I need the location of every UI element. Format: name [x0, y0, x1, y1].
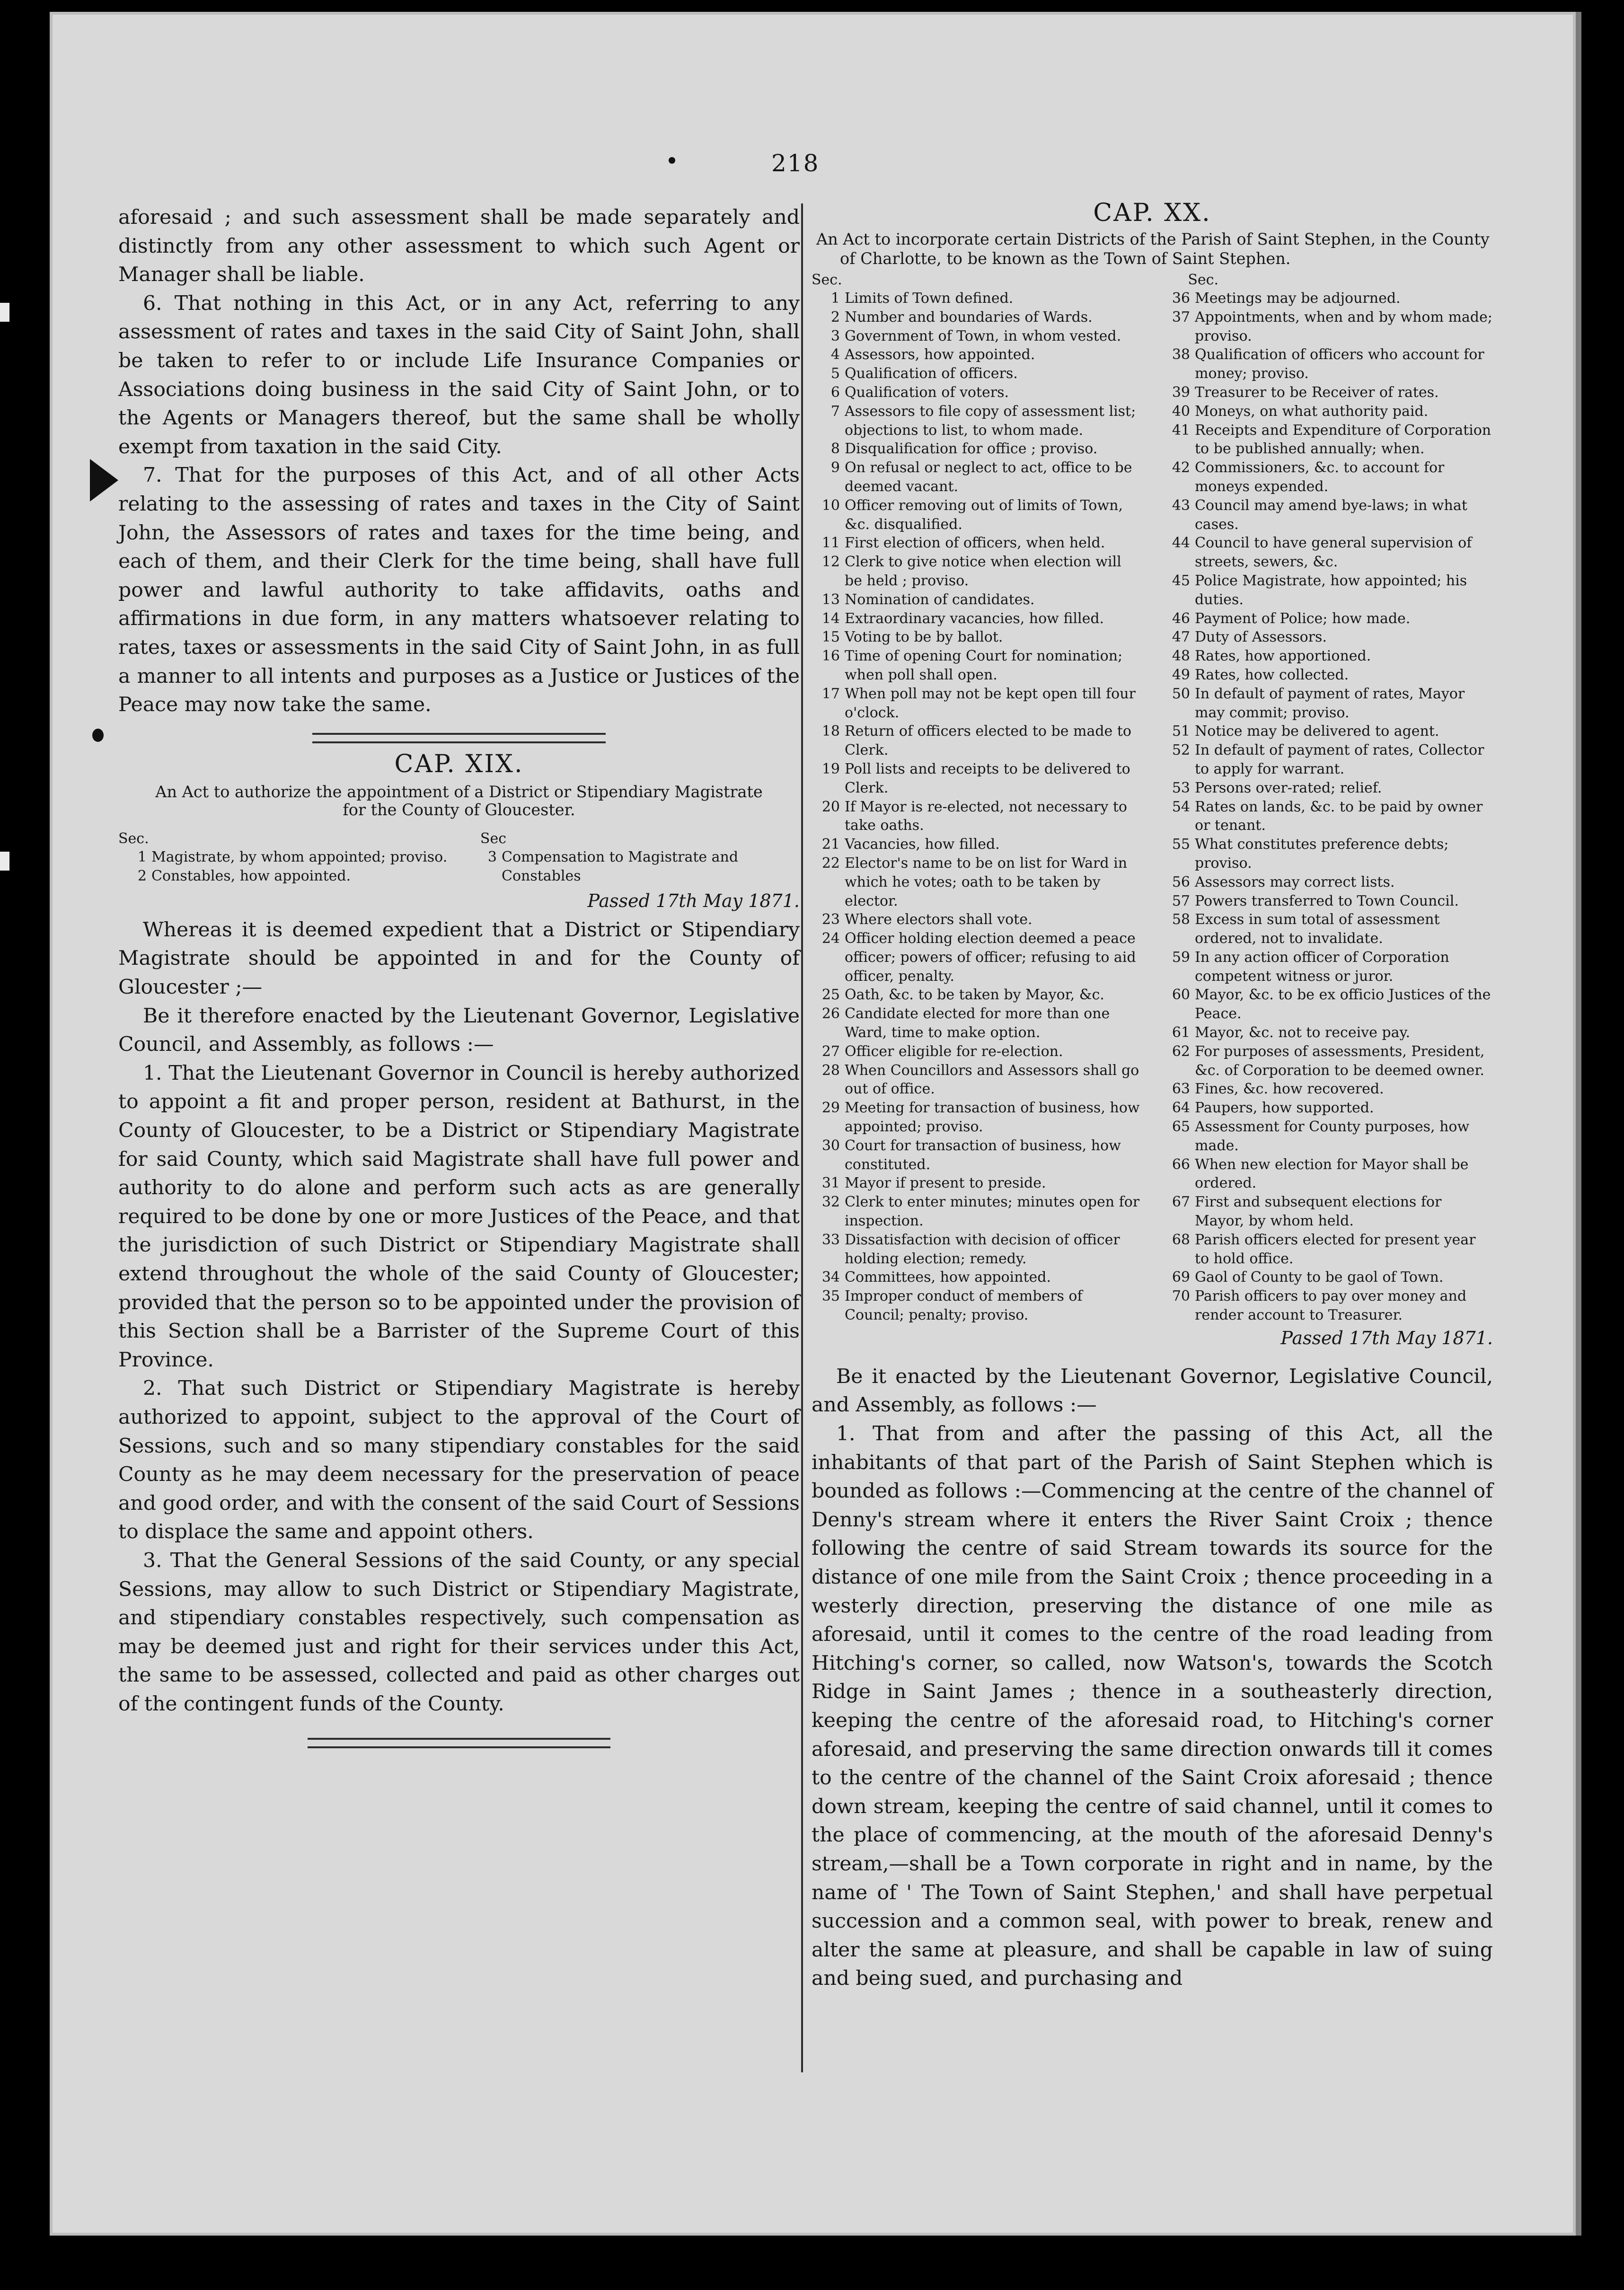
toc-entry: 64 Paupers, how supported. — [1172, 1100, 1374, 1117]
toc-entry: 53 Persons over-rated; relief. — [1172, 779, 1382, 796]
enacting-clause: Be it therefore enacted by the Lieutenant Governor, Legislative Council, and Assembly, as follows :— — [118, 1004, 800, 1057]
toc-entry: 48 Rates, how apportioned. — [1172, 648, 1371, 665]
toc-entry: 19 Poll lists and receipts to be delivered to Clerk. — [821, 760, 1130, 796]
toc-entry: 27 Officer eligible for re-election. — [821, 1043, 1063, 1060]
toc-entry: 17 When poll may not be kept open till four o'clock. — [821, 685, 1136, 721]
header-dot-mark — [669, 157, 675, 164]
section-3-paragraph: 3. That the General Sessions of the said County, or any special Sessions, may allow to such District or Stipendiary Magistrate, and stipendiary constables respectively, such compensation as may be deemed just and right for their services under this Act, the same to be assessed, collected and paid as other charges out of the contingent funds of the County. — [118, 1549, 800, 1716]
passed-date: Passed 17th May 1871. — [1280, 1327, 1493, 1348]
section-rule — [312, 733, 606, 743]
toc-entry: 52 In default of payment of rates, Collector to apply for warrant. — [1172, 742, 1484, 777]
toc-entry: 4 Assessors, how appointed. — [830, 346, 1035, 363]
sec-label: Sec. — [812, 272, 842, 288]
toc-entry: 68 Parish officers elected for present year to hold office. — [1172, 1231, 1476, 1267]
toc-entry: 28 When Councillors and Assessors shall go out of office. — [821, 1062, 1139, 1098]
toc-entry: 3 Compensation to Magistrate and Constables — [487, 849, 739, 885]
toc-entry: 5 Qualification of officers. — [830, 365, 1018, 382]
toc-entry: 26 Candidate elected for more than one Ward, time to make option. — [821, 1005, 1110, 1041]
toc-entry: 34 Committees, how appointed. — [821, 1269, 1051, 1286]
toc-entry: 14 Extraordinary vacancies, how filled. — [821, 610, 1104, 627]
whereas-paragraph: Whereas it is deemed expedient that a District or Stipendiary Magistrate should be appointed in and for the County of Gloucester ;— — [118, 918, 800, 999]
toc-entry: 47 Duty of Assessors. — [1172, 629, 1327, 646]
toc-entry: 15 Voting to be by ballot. — [821, 629, 1003, 646]
toc-entry: 69 Gaol of County to be gaol of Town. — [1172, 1269, 1444, 1286]
toc-entry: 31 Mayor if present to preside. — [821, 1175, 1046, 1192]
toc-entry: 2 Number and boundaries of Wards. — [830, 308, 1093, 326]
toc-entry: 33 Dissatisfaction with decision of officer holding election; remedy. — [821, 1231, 1120, 1267]
toc-entry: 10 Officer removing out of limits of Town, &c. disqualified. — [821, 497, 1123, 533]
toc-column-right — [1162, 289, 1493, 1325]
cap-xix-sec-labels — [118, 830, 506, 848]
toc-entry: 2 Constables, how appointed. — [137, 868, 351, 885]
toc-entry: 46 Payment of Police; how made. — [1172, 610, 1411, 627]
toc-entry: 8 Disqualification for office ; proviso. — [830, 440, 1098, 458]
toc-entry: 12 Clerk to give notice when election will be held ; proviso. — [821, 554, 1121, 589]
cap-xx-section-index — [812, 289, 1493, 1325]
page-number: 218 — [771, 150, 820, 177]
toc-entry: 32 Clerk to enter minutes; minutes open for inspection. — [821, 1194, 1140, 1230]
toc-entry: 1 Magistrate, by whom appointed; proviso. — [137, 849, 448, 866]
end-rule — [308, 1738, 610, 1748]
toc-entry: 65 Assessment for County purposes, how made. — [1172, 1119, 1470, 1154]
section-1-paragraph: 1. That from and after the passing of this Act, all the inhabitants of that part of the Parish of Saint Stephen which is bounded as follows :—Commencing at the centre of the channel of Denny's stream where it enters the River Saint Croix ; thence following the centre of said Stream towards its source for the distance of one mile from the Saint Croix ; thence proceeding in a westerly direction, preserving the distance of one mile as aforesaid, until it comes to the centre of the road leading from Hitching's corner, so called, now Watson's, towards the Scotch Ridge in Saint James ; thence in a southeasterly direction, keeping the centre of the aforesaid road, to Hitching's corner aforesaid, and preserving the same direction onwards till it comes to the centre of the channel of the Saint Croix aforesaid ; thence down stream, keeping the centre of said channel, until it comes to the place of commencing, at the mouth of the aforesaid Denny's stream,—shall be a Town corporate in right and in name, by the name of ' The Town of Saint Stephen,' and shall have perpetual succession and a common seal, with power to break, renew and alter the same at pleasure, and shall be capable in law of suing and being sued, and purchasing and — [812, 1422, 1493, 1991]
passed-date: Passed 17th May 1871. — [587, 890, 800, 911]
toc-column-right — [468, 848, 800, 886]
cap-xx-sec-labels — [812, 271, 1218, 289]
toc-entry: 39 Treasurer to be Receiver of rates. — [1172, 384, 1439, 401]
scan-edge-mark — [0, 852, 9, 871]
toc-entry: 70 Parish officers to pay over money and render account to Treasurer. — [1172, 1288, 1467, 1324]
column-divider — [801, 203, 803, 2072]
section-7-paragraph: 7. That for the purposes of this Act, and of all other Acts relating to the assessing of rates and taxes in the City of Saint John, the Assessors of rates and taxes for the time being, and each of them, and their Clerk for the time being, shall have full power and lawful authority to take affidavits, oaths and affirmations in due form, in any matters whatsoever relating to rates, taxes or assessments in the said City of Saint John, in as full a manner to all intents and purposes as a Justice or Justices of the Peace may now take the same. — [118, 464, 800, 717]
margin-dot-mark — [92, 729, 104, 742]
toc-entry: 44 Council to have general supervision of streets, sewers, &c. — [1172, 535, 1472, 571]
toc-entry: 24 Officer holding election deemed a peace officer; powers of officer; refusing to aid officer, penalty. — [821, 930, 1136, 985]
toc-entry: 61 Mayor, &c. not to receive pay. — [1172, 1024, 1411, 1041]
cap-xix-section-index — [118, 848, 800, 886]
toc-column-left — [812, 289, 1143, 1325]
enacting-clause: Be it enacted by the Lieutenant Governor, Legislative Council, and Assembly, as follows :— — [812, 1365, 1493, 1417]
margin-pointer-mark — [90, 459, 118, 502]
toc-entry: 57 Powers transferred to Town Council. — [1172, 892, 1459, 909]
toc-entry: 49 Rates, how collected. — [1172, 666, 1349, 683]
toc-entry: 6 Qualification of voters. — [830, 384, 1009, 401]
cap-xx-heading: CAP. XX. — [1093, 199, 1211, 227]
toc-entry: 7 Assessors to file copy of assessment list; objections to list, to whom made. — [830, 403, 1136, 439]
section-6-paragraph: 6. That nothing in this Act, or in any Act, referring to any assessment of rates and taxes in the said City of Saint John, shall be taken to refer to or include Life Insurance Companies or Associations doing business in the said City of Saint John, or to the Agents or Managers thereof, but the same shall be wholly exempt from taxation in the said City. — [118, 291, 800, 458]
right-column — [812, 199, 1493, 1993]
toc-entry: 60 Mayor, &c. to be ex officio Justices of the Peace. — [1172, 986, 1491, 1022]
sec-label: Sec — [480, 830, 506, 847]
toc-entry: 45 Police Magistrate, how appointed; his duties. — [1172, 572, 1467, 608]
cap-xix-act-title: An Act to authorize the appointment of a District or Stipendiary Magistrate for the County of Gloucester. — [155, 782, 763, 819]
toc-entry: 13 Nomination of candidates. — [821, 591, 1035, 608]
continued-paragraph: aforesaid ; and such assessment shall be made separately and distinctly from any other assessment to which such Agent or Manager shall be liable. — [118, 206, 800, 287]
toc-entry: 54 Rates on lands, &c. to be paid by owner or tenant. — [1172, 798, 1483, 834]
toc-entry: 51 Notice may be delivered to agent. — [1172, 723, 1439, 740]
toc-entry: 16 Time of opening Court for nomination; when poll shall open. — [821, 648, 1123, 683]
toc-entry: 43 Council may amend bye-laws; in what cases. — [1172, 497, 1467, 533]
toc-entry: 18 Return of officers elected to be made to Clerk. — [821, 723, 1131, 759]
toc-entry: 58 Excess in sum total of assessment ordered, not to invalidate. — [1172, 911, 1440, 947]
toc-entry: 50 In default of payment of rates, Mayor may commit; proviso. — [1172, 685, 1465, 721]
toc-entry: 23 Where electors shall vote. — [821, 911, 1033, 928]
toc-entry: 9 On refusal or neglect to act, office to be deemed vacant. — [830, 459, 1132, 495]
toc-entry: 35 Improper conduct of members of Council; penalty; proviso. — [821, 1288, 1083, 1324]
toc-entry: 3 Government of Town, in whom vested. — [830, 327, 1121, 344]
toc-entry: 20 If Mayor is re-elected, not necessary to take oaths. — [821, 798, 1127, 834]
sec-label: Sec. — [118, 830, 149, 847]
toc-entry: 42 Commissioners, &c. to account for moneys expended. — [1172, 459, 1445, 495]
toc-entry: 38 Qualification of officers who account for money; proviso. — [1172, 346, 1484, 382]
toc-entry: 62 For purposes of assessments, President, &c. of Corporation to be deemed owner. — [1172, 1043, 1485, 1079]
toc-entry: 21 Vacancies, how filled. — [821, 836, 1000, 853]
toc-entry: 56 Assessors may correct lists. — [1172, 873, 1395, 890]
toc-entry: 1 Limits of Town defined. — [830, 290, 1014, 307]
toc-entry: 30 Court for transaction of business, how constituted. — [821, 1137, 1121, 1173]
toc-column-left — [118, 848, 450, 886]
left-column — [118, 203, 800, 1748]
toc-entry: 41 Receipts and Expenditure of Corporation to be published annually; when. — [1172, 422, 1492, 458]
scan-edge-mark — [0, 303, 9, 322]
toc-entry: 67 First and subsequent elections for Mayor, by whom held. — [1172, 1194, 1442, 1230]
cap-xx-act-title: An Act to incorporate certain Districts of the Parish of Saint Stephen, in the County of Charlotte, to be known as the Town of Saint Stephen. — [816, 230, 1490, 268]
toc-entry: 11 First election of officers, when held. — [821, 535, 1105, 552]
toc-entry: 25 Oath, &c. to be taken by Mayor, &c. — [821, 986, 1104, 1004]
section-1-paragraph: 1. That the Lieutenant Governor in Council is hereby authorized to appoint a fit and proper person, resident at Bathurst, in the County of Gloucester, to be a District or Stipendiary Magistrate for said County, which said Magistrate shall have full power and authority to do alone and perform such acts as are generally required to be done by one or more Justices of the Peace, and that the jurisdiction of such District or Stipendiary Magistrate shall extend throughout the whole of the said County of Gloucester; provided that the person so to be appointed under the provision of this Section shall be a Barrister of the Supreme Court of this Province. — [118, 1061, 800, 1372]
toc-entry: 29 Meeting for transaction of business, how appointed; proviso. — [821, 1100, 1140, 1136]
toc-entry: 63 Fines, &c. how recovered. — [1172, 1081, 1384, 1098]
cap-xix-heading: CAP. XIX. — [394, 749, 524, 778]
toc-entry: 37 Appointments, when and by whom made; proviso. — [1172, 308, 1492, 344]
section-2-paragraph: 2. That such District or Stipendiary Magistrate is hereby authorized to appoint, subject to the approval of the Court of Sessions, such and so many stipendiary constables for the said County as he may deem necessary for the preservation of peace and good order, and with the consent of the said Court of Sessions to displace the same and appoint others. — [118, 1377, 800, 1544]
page-edge-shadow — [1576, 12, 1581, 2236]
toc-entry: 22 Elector's name to be on list for Ward in which he votes; oath to be taken by elector. — [821, 854, 1128, 909]
toc-entry: 59 In any action officer of Corporation competent witness or juror. — [1172, 949, 1449, 985]
toc-entry: 66 When new election for Mayor shall be ordered. — [1172, 1156, 1469, 1192]
toc-entry: 36 Meetings may be adjourned. — [1172, 290, 1401, 307]
toc-entry: 40 Moneys, on what authority paid. — [1172, 403, 1429, 420]
toc-entry: 55 What constitutes preference debts; proviso. — [1172, 836, 1449, 872]
sec-label: Sec. — [1188, 272, 1218, 288]
